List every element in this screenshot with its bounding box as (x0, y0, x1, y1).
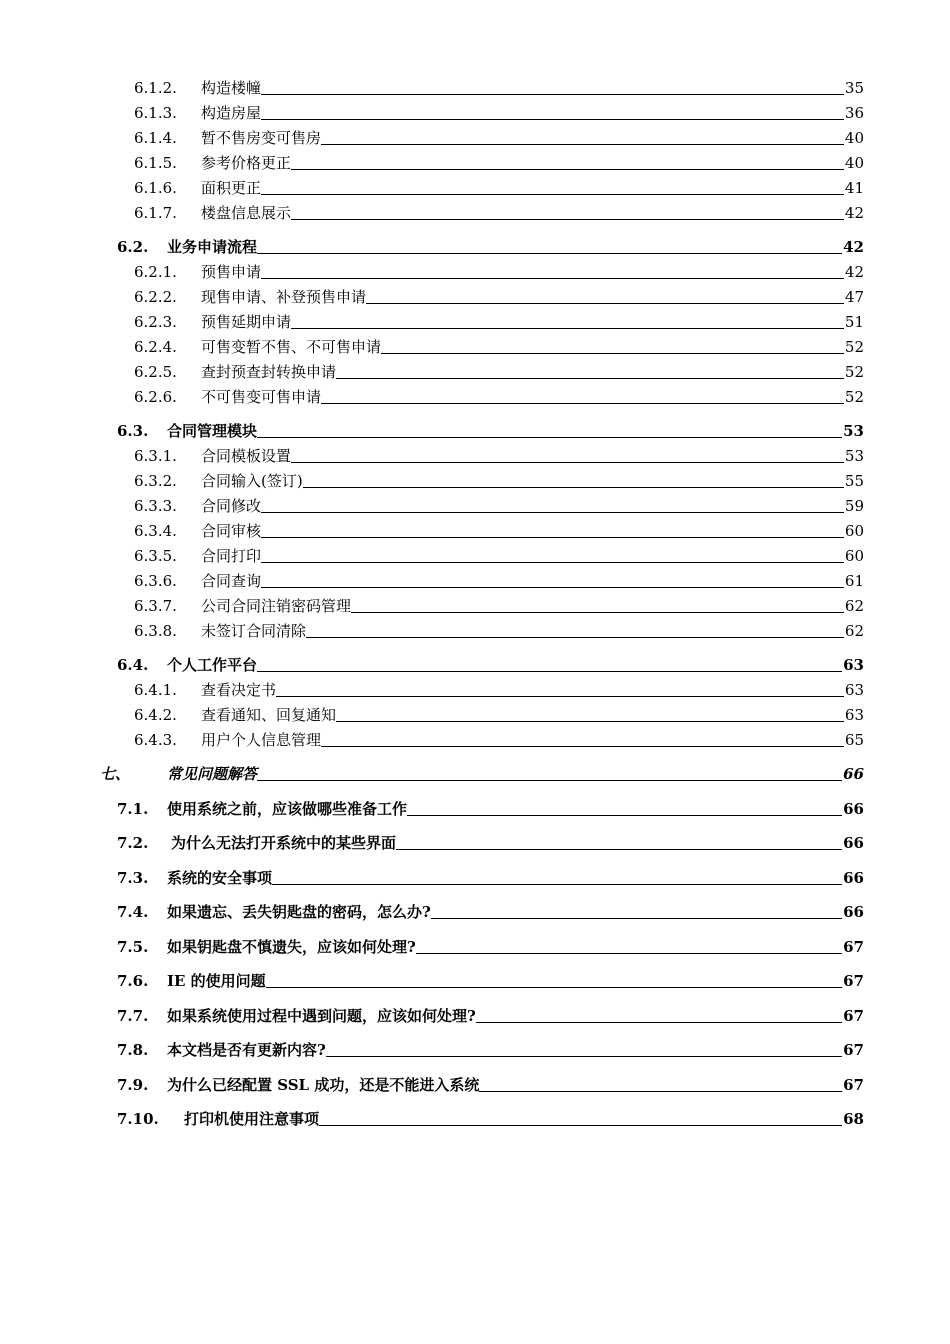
toc-subentry[interactable] (134, 153, 864, 173)
toc-title: 打印机使用注意事项 (184, 1110, 320, 1128)
toc-leader-line (261, 562, 844, 563)
toc-subentry[interactable] (134, 387, 864, 407)
toc-number: 6.2.6. (134, 388, 177, 406)
toc-subentry[interactable] (134, 128, 864, 148)
toc-subentry[interactable] (134, 446, 864, 466)
toc-title: 面积更正 (201, 179, 262, 197)
toc-title: 楼盘信息展示 (201, 204, 292, 222)
toc-page-number: 67 (843, 972, 864, 990)
toc-leader-line (416, 953, 842, 954)
toc-number: 7.5. (117, 938, 149, 956)
toc-page-number: 67 (843, 1007, 864, 1025)
toc-section-entry[interactable] (117, 937, 864, 957)
toc-leader-line (336, 721, 844, 722)
toc-page-number: 52 (844, 338, 864, 356)
toc-subentry[interactable] (134, 203, 864, 223)
toc-subentry[interactable] (134, 521, 864, 541)
toc-leader-line (381, 353, 844, 354)
toc-title: 合同管理模块 (167, 422, 258, 440)
toc-title: 合同输入(签订) (201, 472, 303, 490)
toc-number: 6.3. (117, 422, 149, 440)
toc-number: 6.1.7. (134, 204, 177, 222)
toc-number: 7.10. (117, 1110, 159, 1128)
toc-page-number: 42 (843, 238, 864, 256)
toc-number: 7.2. (117, 834, 149, 852)
toc-number: 6.1.4. (134, 129, 177, 147)
toc-page-number: 66 (843, 869, 864, 887)
toc-leader-line (257, 437, 842, 438)
toc-page-number: 60 (844, 547, 864, 565)
toc-title: 可售变暂不售、不可售申请 (201, 338, 382, 356)
toc-number: 6.4. (117, 656, 149, 674)
toc-title: 查封预查封转换申请 (201, 363, 337, 381)
toc-page-number: 52 (844, 388, 864, 406)
toc-page-number: 66 (843, 834, 864, 852)
toc-subentry[interactable] (134, 471, 864, 491)
toc-section-entry[interactable] (117, 1109, 864, 1129)
toc-page-number: 55 (844, 472, 864, 490)
toc-page-number: 67 (843, 1041, 864, 1059)
toc-subentry[interactable] (134, 546, 864, 566)
toc-page-number: 42 (844, 263, 864, 281)
toc-title: 本文档是否有更新内容? (167, 1041, 326, 1059)
toc-leader-line (431, 918, 842, 919)
toc-title: 为什么已经配置 SSL 成功，还是不能进入系统 (167, 1076, 480, 1094)
toc-title: 如果遗忘、丢失钥匙盘的密码，怎么办? (167, 903, 431, 921)
toc-number: 6.3.3. (134, 497, 177, 515)
toc-number: 7.3. (117, 869, 149, 887)
toc-leader-line (261, 194, 844, 195)
toc-leader-line (266, 987, 842, 988)
toc-title: 使用系统之前，应该做哪些准备工作 (167, 800, 408, 818)
toc-leader-line (366, 303, 844, 304)
toc-title: 合同修改 (201, 497, 262, 515)
toc-leader-line (257, 253, 842, 254)
toc-leader-line (257, 671, 842, 672)
toc-title: 构造楼幢 (201, 79, 262, 97)
toc-title: 参考价格更正 (201, 154, 292, 172)
toc-number: 7.1. (117, 800, 149, 818)
toc-page-number: 42 (844, 204, 864, 222)
toc-number: 7.4. (117, 903, 149, 921)
toc-page-number: 60 (844, 522, 864, 540)
toc-page-number: 66 (843, 903, 864, 921)
toc-section-entry[interactable] (117, 1075, 864, 1095)
toc-title: 用户个人信息管理 (201, 731, 322, 749)
toc-leader-line (261, 278, 844, 279)
toc-leader-line (261, 94, 844, 95)
toc-title: 现售申请、补登预售申请 (201, 288, 367, 306)
toc-leader-line (321, 403, 844, 404)
toc-page-number: 40 (844, 154, 864, 172)
toc-page-number: 51 (844, 313, 864, 331)
toc-title: 合同模板设置 (201, 447, 292, 465)
toc-title: 常见问题解答 (167, 765, 258, 783)
toc-number: 7.6. (117, 972, 149, 990)
toc-title: 合同查询 (201, 572, 262, 590)
toc-number: 6.2.2. (134, 288, 177, 306)
toc-section-entry[interactable] (117, 1040, 864, 1060)
toc-subentry[interactable] (134, 312, 864, 332)
toc-page-number: 47 (844, 288, 864, 306)
toc-subentry[interactable] (134, 571, 864, 591)
toc-title: 个人工作平台 (167, 656, 258, 674)
toc-subentry[interactable] (134, 705, 864, 725)
toc-subentry[interactable] (134, 362, 864, 382)
toc-title: 系统的安全事项 (167, 869, 273, 887)
toc-page-number: 67 (843, 1076, 864, 1094)
toc-number: 6.1.6. (134, 179, 177, 197)
toc-subentry[interactable] (134, 103, 864, 123)
toc-leader-line (261, 537, 844, 538)
toc-page-number: 62 (844, 597, 864, 615)
toc-section-entry[interactable] (117, 971, 864, 991)
toc-leader-line (257, 780, 842, 781)
toc-leader-line (476, 1022, 842, 1023)
toc-title: 构造房屋 (201, 104, 262, 122)
toc-title: 查看决定书 (201, 681, 277, 699)
toc-section-entry[interactable] (117, 799, 864, 819)
toc-number: 6.3.6. (134, 572, 177, 590)
toc-leader-line (276, 696, 844, 697)
toc-chapter-entry[interactable] (100, 764, 864, 784)
toc-title: 预售申请 (201, 263, 262, 281)
toc-subentry[interactable] (134, 78, 864, 98)
toc-title: 公司合同注销密码管理 (201, 597, 352, 615)
toc-title: 如果钥匙盘不慎遗失，应该如何处理? (167, 938, 416, 956)
toc-page-number: 36 (844, 104, 864, 122)
toc-section-entry[interactable] (117, 833, 864, 853)
toc-leader-line (326, 1056, 842, 1057)
toc-leader-line (319, 1125, 842, 1126)
toc-leader-line (291, 219, 844, 220)
toc-number: 6.3.1. (134, 447, 177, 465)
toc-page-number: 63 (844, 681, 864, 699)
toc-page-number: 53 (844, 447, 864, 465)
toc-leader-line (321, 144, 844, 145)
toc-subentry[interactable] (134, 680, 864, 700)
toc-subentry[interactable] (134, 596, 864, 616)
toc-leader-line (272, 884, 842, 885)
toc-number: 6.4.3. (134, 731, 177, 749)
toc-leader-line (321, 746, 844, 747)
toc-subentry[interactable] (134, 287, 864, 307)
toc-number: 6.3.5. (134, 547, 177, 565)
toc-title: 为什么无法打开系统中的某些界面 (171, 834, 397, 852)
toc-leader-line (306, 637, 844, 638)
toc-page-number: 53 (843, 422, 864, 440)
toc-leader-line (291, 169, 844, 170)
toc-page-number: 62 (844, 622, 864, 640)
toc-leader-line (261, 587, 844, 588)
toc-page-number: 40 (844, 129, 864, 147)
toc-page-number: 63 (844, 706, 864, 724)
toc-number: 6.4.2. (134, 706, 177, 724)
toc-title: IE 的使用问题 (167, 972, 266, 990)
toc-page-number: 52 (844, 363, 864, 381)
toc-number: 6.3.2. (134, 472, 177, 490)
toc-leader-line (479, 1091, 842, 1092)
toc-subentry[interactable] (134, 621, 864, 641)
toc-page-number: 41 (844, 179, 864, 197)
toc-number: 6.3.7. (134, 597, 177, 615)
toc-page-number: 59 (844, 497, 864, 515)
toc-number: 6.2.3. (134, 313, 177, 331)
toc-subentry[interactable] (134, 337, 864, 357)
toc-page-number: 65 (844, 731, 864, 749)
toc-leader-line (303, 487, 844, 488)
toc-title: 未签订合同清除 (201, 622, 307, 640)
toc-section-entry[interactable] (117, 237, 864, 257)
toc-subentry[interactable] (134, 496, 864, 516)
toc-title: 合同打印 (201, 547, 262, 565)
toc-number: 6.1.3. (134, 104, 177, 122)
toc-number: 7.9. (117, 1076, 149, 1094)
toc-number: 6.2. (117, 238, 149, 256)
toc-number: 6.3.4. (134, 522, 177, 540)
toc-section-entry[interactable] (117, 1006, 864, 1026)
toc-title: 查看通知、回复通知 (201, 706, 337, 724)
toc-number: 7.8. (117, 1041, 149, 1059)
toc-number: 6.4.1. (134, 681, 177, 699)
toc-page-number: 67 (843, 938, 864, 956)
toc-number: 6.2.1. (134, 263, 177, 281)
toc-leader-line (261, 119, 844, 120)
toc-page-number: 66 (843, 765, 864, 783)
toc-number: 6.1.5. (134, 154, 177, 172)
toc-title: 暂不售房变可售房 (201, 129, 322, 147)
toc-title: 如果系统使用过程中遇到问题，应该如何处理? (167, 1007, 476, 1025)
toc-subentry[interactable] (134, 262, 864, 282)
toc-leader-line (261, 512, 844, 513)
toc-section-entry[interactable] (117, 421, 864, 441)
toc-leader-line (351, 612, 844, 613)
toc-section-entry[interactable] (117, 902, 864, 922)
toc-page-number: 61 (844, 572, 864, 590)
toc-title: 业务申请流程 (167, 238, 258, 256)
toc-page-number: 66 (843, 800, 864, 818)
toc-page-number: 35 (844, 79, 864, 97)
toc-subentry[interactable] (134, 730, 864, 750)
toc-leader-line (291, 328, 844, 329)
toc-number: 7.7. (117, 1007, 149, 1025)
toc-number: 6.1.2. (134, 79, 177, 97)
toc-leader-line (396, 849, 842, 850)
toc-section-entry[interactable] (117, 868, 864, 888)
toc-number: 6.3.8. (134, 622, 177, 640)
toc-leader-line (407, 815, 842, 816)
toc-number: 七、 (100, 765, 131, 783)
toc-number: 6.2.4. (134, 338, 177, 356)
toc-number: 6.2.5. (134, 363, 177, 381)
toc-title: 不可售变可售申请 (201, 388, 322, 406)
toc-page-number: 68 (843, 1110, 864, 1128)
toc-section-entry[interactable] (117, 655, 864, 675)
toc-title: 合同审核 (201, 522, 262, 540)
toc-subentry[interactable] (134, 178, 864, 198)
toc-title: 预售延期申请 (201, 313, 292, 331)
toc-leader-line (336, 378, 844, 379)
toc-leader-line (291, 462, 844, 463)
toc-page-number: 63 (843, 656, 864, 674)
